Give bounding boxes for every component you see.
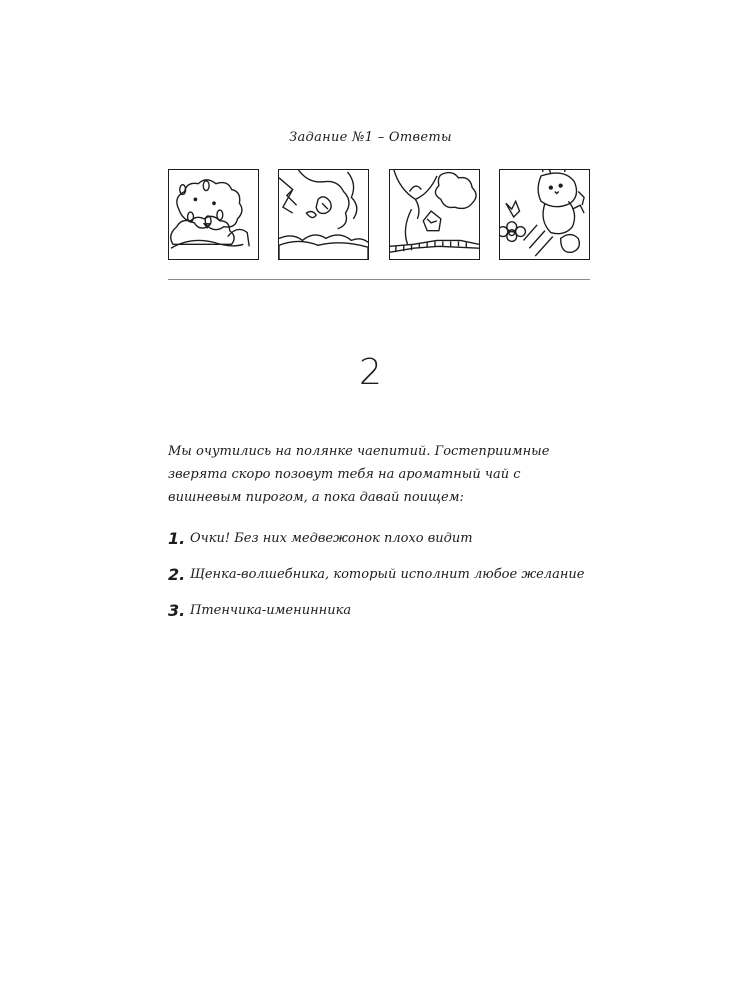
page-number: 2: [359, 352, 382, 393]
page-title: Задание №1 – Ответы: [289, 130, 452, 145]
thumbnail-1: [168, 169, 259, 260]
thumbnail-4: [499, 169, 590, 260]
lantern-tree-illustration: [390, 170, 479, 259]
task-text: Щенка-волшебника, который исполнит любое желание: [190, 566, 585, 582]
bunny-flower-illustration: [500, 170, 589, 259]
divider: [168, 279, 590, 280]
list-item: [168, 592, 590, 628]
tree-leaves-illustration: [279, 170, 368, 259]
task-number: 2.: [168, 564, 186, 584]
thumbnail-3: [389, 169, 480, 260]
intro-text: Мы очутились на полянке чаепитий. Гостеприимные зверята скоро позовут тебя на ароматный чай с вишневым пирогом, а пока давай поищем:: [168, 444, 550, 505]
task-text: Птенчика-именинника: [190, 602, 352, 618]
carrot-bush-illustration: [169, 170, 258, 259]
task-number: 1.: [168, 528, 186, 548]
task-number: 3.: [168, 600, 186, 620]
thumbnail-2: [278, 169, 369, 260]
task-list: [168, 520, 590, 628]
list-item: [168, 520, 590, 556]
task-text: Очки! Без них медвежонок плохо видит: [190, 530, 473, 546]
list-item: [168, 556, 590, 592]
answer-thumbnails: [168, 169, 590, 260]
